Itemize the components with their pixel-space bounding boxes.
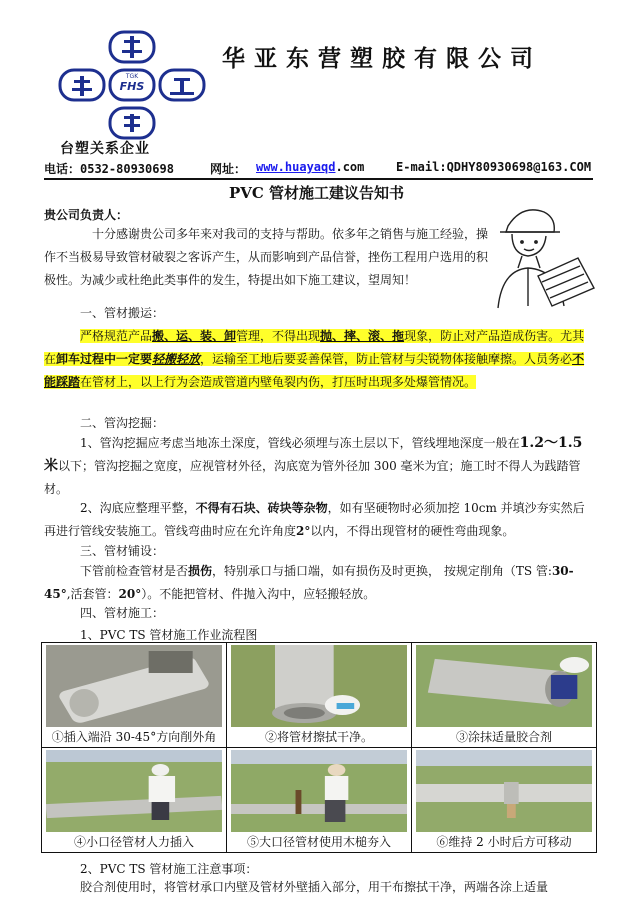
step-caption: ④小口径管材人力插入 <box>73 835 194 849</box>
section-4-subheading-1: 1、PVC TS 管材施工作业流程图 <box>80 628 258 642</box>
pipe-wiping-photo <box>231 645 407 727</box>
pipe-chamfer-photo <box>46 645 222 727</box>
section-4-heading: 四、管材施工： <box>80 606 165 620</box>
curing-pipe-photo <box>416 750 592 832</box>
document-title: PVC 管材施工建议告知书 <box>228 184 405 202</box>
svg-text:TGK: TGK <box>125 73 139 80</box>
sub-company-label: 台塑关系企业 <box>60 141 150 157</box>
step-caption: ⑤大口径管材使用木槌夯入 <box>246 835 391 849</box>
workflow-step <box>42 748 227 853</box>
section-3-paragraph: 下管前检查管材是否损伤，特别承口与插口端，如有损伤及时更换， 按规定削角（TS 管:30-45°,活套管：20°）。不能把管材、件抛入沟中，应轻搬轻放。 <box>44 564 574 601</box>
section-2-paragraph-1: 1、管沟挖掘应考虑当地冻土深度，管线必须埋与冻土层以下，管线埋地深度一般在1.2～1.5 米以下；管沟挖掘之宽度，应视管材外径，沟底宽为管外径加 300 毫米为宜；施工时不得人为践踏管材。 <box>44 435 583 496</box>
step-caption: ②将管材擦拭干净。 <box>264 730 373 744</box>
intro-paragraph: 十分感谢贵公司多年来对我司的支持与帮助。依多年之销售与施工经验，操作不当极易导致管材破裂之客诉产生，从而影响到产品信誉，挫伤工程用户选用的积极性。为减少或杜绝此类事件的发生，特提出如下施工建议，望周知！ <box>44 227 489 287</box>
mallet-insertion-photo <box>231 750 407 832</box>
section-4-paragraph: 胶合剂使用时，将管材承口内壁及管材外壁插入部分，用干布擦拭干净，两端各涂上适量 <box>80 880 549 894</box>
workflow-step <box>227 748 412 853</box>
workflow-step <box>412 643 597 748</box>
glue-applying-photo <box>416 645 592 727</box>
section-1-paragraph: 严格规范产品搬、运、装、卸管理，不得出现抛、摔、滚、拖现象，防止对产品造成伤害。尤其在卸车过程中一定要轻搬轻放，运输至工地后要妥善保管，防止管材与尖锐物体接触摩擦。人员务必不能踩踏在管材上，以上行为会造成管道内壁龟裂内伤，打压时出现多处爆管情况。 <box>44 329 585 389</box>
company-logo-icon <box>58 30 206 140</box>
salutation: 贵公司负责人： <box>44 208 129 222</box>
step-caption: ③涂抹适量胶合剂 <box>455 730 552 744</box>
website-label: 网址： <box>210 162 247 176</box>
workflow-step <box>227 643 412 748</box>
section-3-heading: 三、管材铺设： <box>80 544 165 558</box>
manual-insertion-photo <box>46 750 222 832</box>
email-address: E-mail:QDHY80930698@163.COM <box>396 160 592 174</box>
header-divider <box>44 178 593 180</box>
website-link[interactable]: www.huayaqd <box>256 160 336 174</box>
phone-number: 电话：0532-80930698 <box>44 162 174 176</box>
step-caption: ⑥维持 2 小时后方可移动 <box>436 835 572 849</box>
step-caption: ①插入端沿 30-45°方向削外角 <box>51 730 217 744</box>
workflow-step <box>412 748 597 853</box>
section-2-heading: 二、管沟挖掘： <box>80 416 165 430</box>
workflow-step <box>42 643 227 748</box>
website-suffix: .com <box>335 160 365 174</box>
construction-worker-icon <box>478 198 598 310</box>
section-1-heading: 一、管材搬运： <box>80 306 165 320</box>
workflow-table <box>41 642 597 853</box>
company-name: 华亚东营塑胶有限公司 <box>222 45 542 72</box>
section-2-paragraph-2: 2、沟底应整理平整，不得有石块、砖块等杂物，如有坚硬物时必须加挖 10cm 并填沙夯实然后再进行管线安装施工。管线弯曲时应在允许角度2°以内，不得出现管材的硬性弯曲现象。 <box>44 501 585 538</box>
section-4-subheading-2: 2、PVC TS 管材施工注意事项： <box>80 862 258 876</box>
svg-text:FHS: FHS <box>119 80 145 93</box>
